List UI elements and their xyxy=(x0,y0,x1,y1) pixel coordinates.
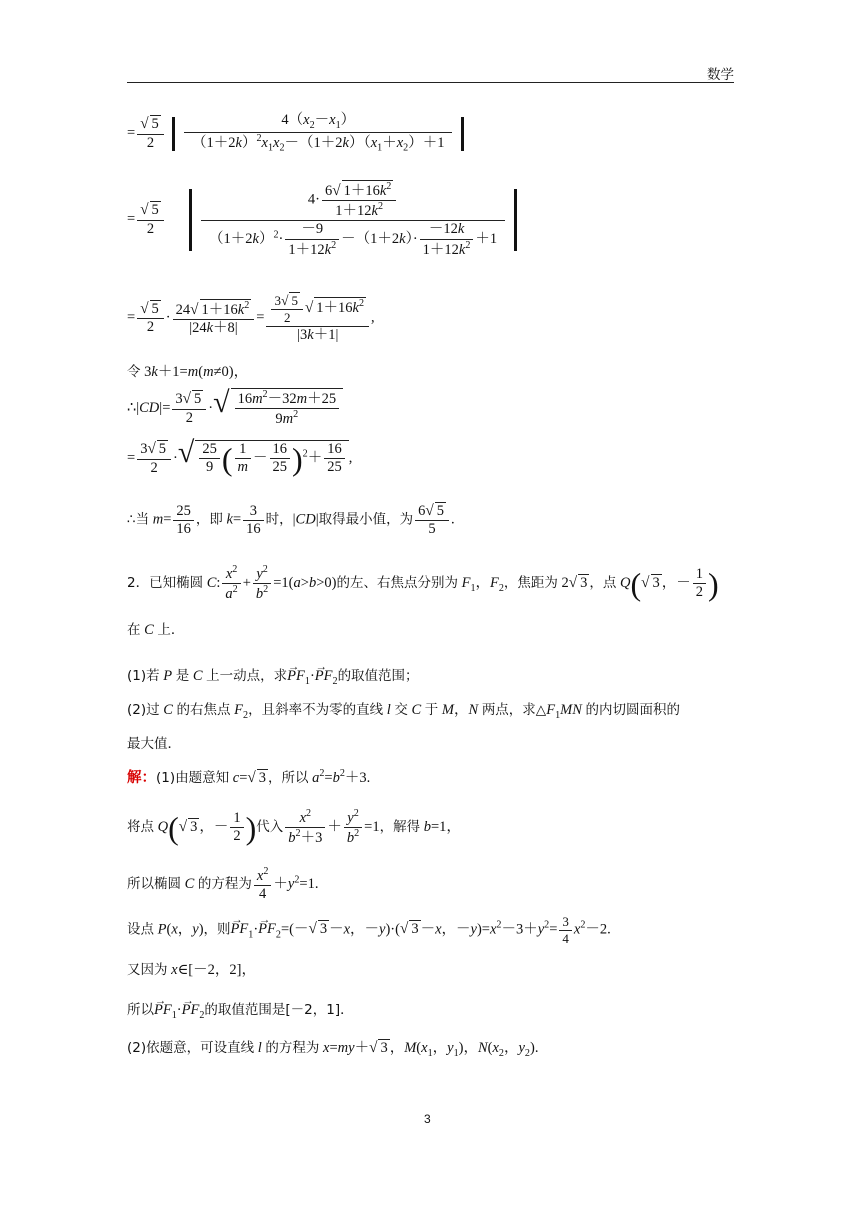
solution-line-2: 将点 Q(√ 3 ，－ $\frac{1}{2}$ )代入 $\frac{x^2}{b^2+3}$ ＋ $\frac{y^2}{b^2}$ =1，解得 b=1， xyxy=(127,808,461,847)
page-number: 3 xyxy=(424,1112,431,1126)
page-header xyxy=(127,60,734,83)
equation-line-2: = $\frac{√ 5}{2}$ 4· $\frac{6√ 1+16k^2}{1+12k^2}$ $(1+2k)^2\cdot$ $\frac{-9}{1+12k^2}$ －（1＋2k）· $\frac{-12k}{1+12k^2}$ ＋1 xyxy=(127,180,520,259)
question-2: (2)过 C 的右焦点 $F_2$，且斜率不为零的直线 l 交 C 于 M，N 两点，求$\triangle F_1MN$ 的内切圆面积的 xyxy=(127,702,680,721)
solution-line-4: 设点 P(x，y)，则→ $PF_1\cdot\to PF_2=(-√$ 3 －x，－y)·(√ 3 －x，$-y)=x^2-3+y^2=$ $\frac{3}{4}$ $x^2-2$. xyxy=(127,914,611,946)
equation-line-complete-square: = $\frac{3√ 5}{2}$ ·√ $\frac{25}{9}$ ( $\frac{1}{m}$ － $\frac{16}{25}$ )$^2$＋ $\frac{16}{25}$ , xyxy=(127,436,353,477)
solution-line-5: 又因为 x∈[－2，2]， xyxy=(127,962,256,978)
equation-line-3: = $\frac{√ 5}{2}$ · $\frac{24√ 1+16k^2}{|24k+8|}$ = $\frac{3√ 5}{2}$ √ $1+16k^2$ |3k＋1| , xyxy=(127,293,375,343)
solution-line-3: 所以椭圆 C 的方程为 $\frac{x^2}{4}$ $+y^2=1$. xyxy=(127,866,319,903)
question-2-cont: 最大值． xyxy=(127,736,181,752)
equation-line-1: = $\frac{√ 5}{2}$ $\frac{4(x_2-x_1)}{(1+2k)^2x_1x_2-(1+2k)(x_1+x_2)+1}$ xyxy=(127,112,467,155)
question-1: (1)若 P 是 C 上一动点，求→ $PF_1\cdot\to PF_2$的取值范围； xyxy=(127,664,419,687)
solution-line-6: 所以→ $PF_1\cdot\to PF_2$的取值范围是[－2，1]． xyxy=(127,998,354,1021)
subject-label: 数学 xyxy=(707,67,734,83)
equation-line-cd: ∴|CD|= $\frac{3√ 5}{2}$ ·√ $\frac{16m^2-32m+25}{9m^2}$ xyxy=(127,386,343,428)
problem-2-statement-cont: 在 C 上． xyxy=(127,622,185,638)
solution-label: 解： xyxy=(127,770,156,786)
problem-2-statement: 2．已知椭圆 C: $\frac{x^2}{a^2}$ + $\frac{y^2}{b^2}$ =1(a>b>0)的左、右焦点分别为 $F_1$，$F_2$，焦距为 2√ 3 ，点 Q(√ 3 ，－ $\frac{1}{2}$ ) xyxy=(127,564,719,603)
solution-line-1: 解：(1)由题意知 c=√ 3 ，所以 $a^2=b^2+3$. xyxy=(127,768,371,786)
conclusion-line: ∴当 m= $\frac{25}{16}$ ，即 k= $\frac{3}{16}$ 时，|CD|取得最小值，为 $\frac{6√ 5}{5}$ . xyxy=(127,502,455,538)
solution-line-7: (2)依题意，可设直线 l 的方程为 x=my＋√ 3 ，$M(x_1$，$y_1$)，$N(x_2$，$y_2$). xyxy=(127,1039,539,1059)
substitution-line: 令 3k＋1=m(m≠0)， xyxy=(127,364,249,380)
